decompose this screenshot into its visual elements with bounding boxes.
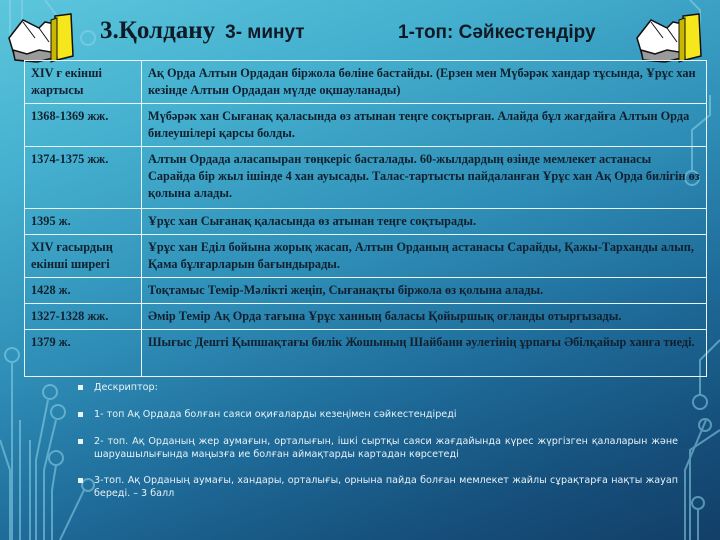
date-cell: XIV ғ екінші жартысы [25, 61, 142, 104]
descriptor-item [78, 408, 678, 421]
bullet-icon [78, 478, 83, 483]
date-cell: 1428 ж. [25, 278, 142, 304]
date-cell: 1368-1369 жж. [25, 104, 142, 147]
date-cell: 1379 ж. [25, 330, 142, 377]
events-table [24, 60, 707, 377]
event-cell: Ұрұс хан Еділ бойына жорық жасап, Алтын Орданың астанасы Сарайды, Қажы-Тарханды алып, Қама бұлғарларын бағындырады. [142, 235, 707, 278]
title-duration: 3- минут [225, 22, 305, 43]
descriptor-text: Дескриптор: [94, 382, 158, 393]
date-cell: 1395 ж. [25, 209, 142, 235]
event-cell: Әмір Темір Ақ Орда тағына Ұрұс ханның баласы Қойыршық оғланды отырғызады. [142, 304, 707, 330]
descriptor-item [78, 381, 678, 394]
table-row [25, 147, 707, 209]
table-row [25, 235, 707, 278]
date-cell: 1374-1375 жж. [25, 147, 142, 209]
bullet-icon [78, 385, 83, 390]
table-row [25, 61, 707, 104]
descriptor-text: 2- топ. Ақ Орданың жер аумағын, орталығын, ішкі сыртқы саяси жағдайында күрес жүргізген қалаларын және шаруашылығында маңызға ие болған аймақтарды картадан көрсетеді [94, 436, 678, 460]
group-task-title: 1-топ: Сәйкестендіру [398, 22, 596, 43]
descriptor-text: 1- топ Ақ Ордада болған саяси оқиғаларды кезеңімен сәйкестендіреді [94, 409, 457, 420]
date-cell: 1327-1328 жж. [25, 304, 142, 330]
slide-title [100, 17, 305, 45]
event-cell: Мүбәрәк хан Сығанақ қаласында өз атынан теңге соқтырған. Алайда бұл жағдайға Алтын Орда билеушілері қарсы болды. [142, 104, 707, 147]
date-cell: XIV ғасырдың екінші ширегі [25, 235, 142, 278]
table-row [25, 278, 707, 304]
descriptor-list [78, 381, 678, 512]
descriptor-item [78, 435, 678, 461]
event-cell: Ұрұс хан Сығанақ қаласында өз атынан теңге соқтырады. [142, 209, 707, 235]
descriptor-text: 3-топ. Ақ Орданың аумағы, хандары, орталығы, орнына пайда болған мемлекет жайлы сұрақтарға нақты жауап береді. – 3 балл [94, 475, 678, 499]
open-book-icon [5, 8, 77, 66]
table-row [25, 304, 707, 330]
event-cell: Ақ Орда Алтын Ордадан біржола бөліне бастайды. (Ерзен мен Мүбәрәк хандар тұсында, Ұрұс хан кезінде Алтын Ордадан мүлде оқшауланады) [142, 61, 707, 104]
table-row [25, 104, 707, 147]
event-cell: Тоқтамыс Темір-Мәлікті жеңіп, Сығанақты біржола өз қолына алады. [142, 278, 707, 304]
event-cell: Шығыс Дешті Қыпшақтағы билік Жошының Шайбани әулетінің ұрпағы Әбілқайыр ханға тиеді. [142, 330, 707, 377]
table-row [25, 209, 707, 235]
event-cell: Алтын Ордада аласапыран төңкеріс басталады. 60-жылдардың өзінде мемлекет астанасы Сарайда бір жыл ішінде 4 хан ауысады. Талас-тартысты пайдаланған Ұрұс хан Ақ Орда билігін өз қолына алады. [142, 147, 707, 209]
bullet-icon [78, 439, 83, 444]
title-text: 3.Қолдану [100, 17, 216, 44]
open-book-icon [633, 8, 705, 66]
descriptor-item [78, 474, 678, 500]
table-row [25, 330, 707, 377]
bullet-icon [78, 412, 83, 417]
